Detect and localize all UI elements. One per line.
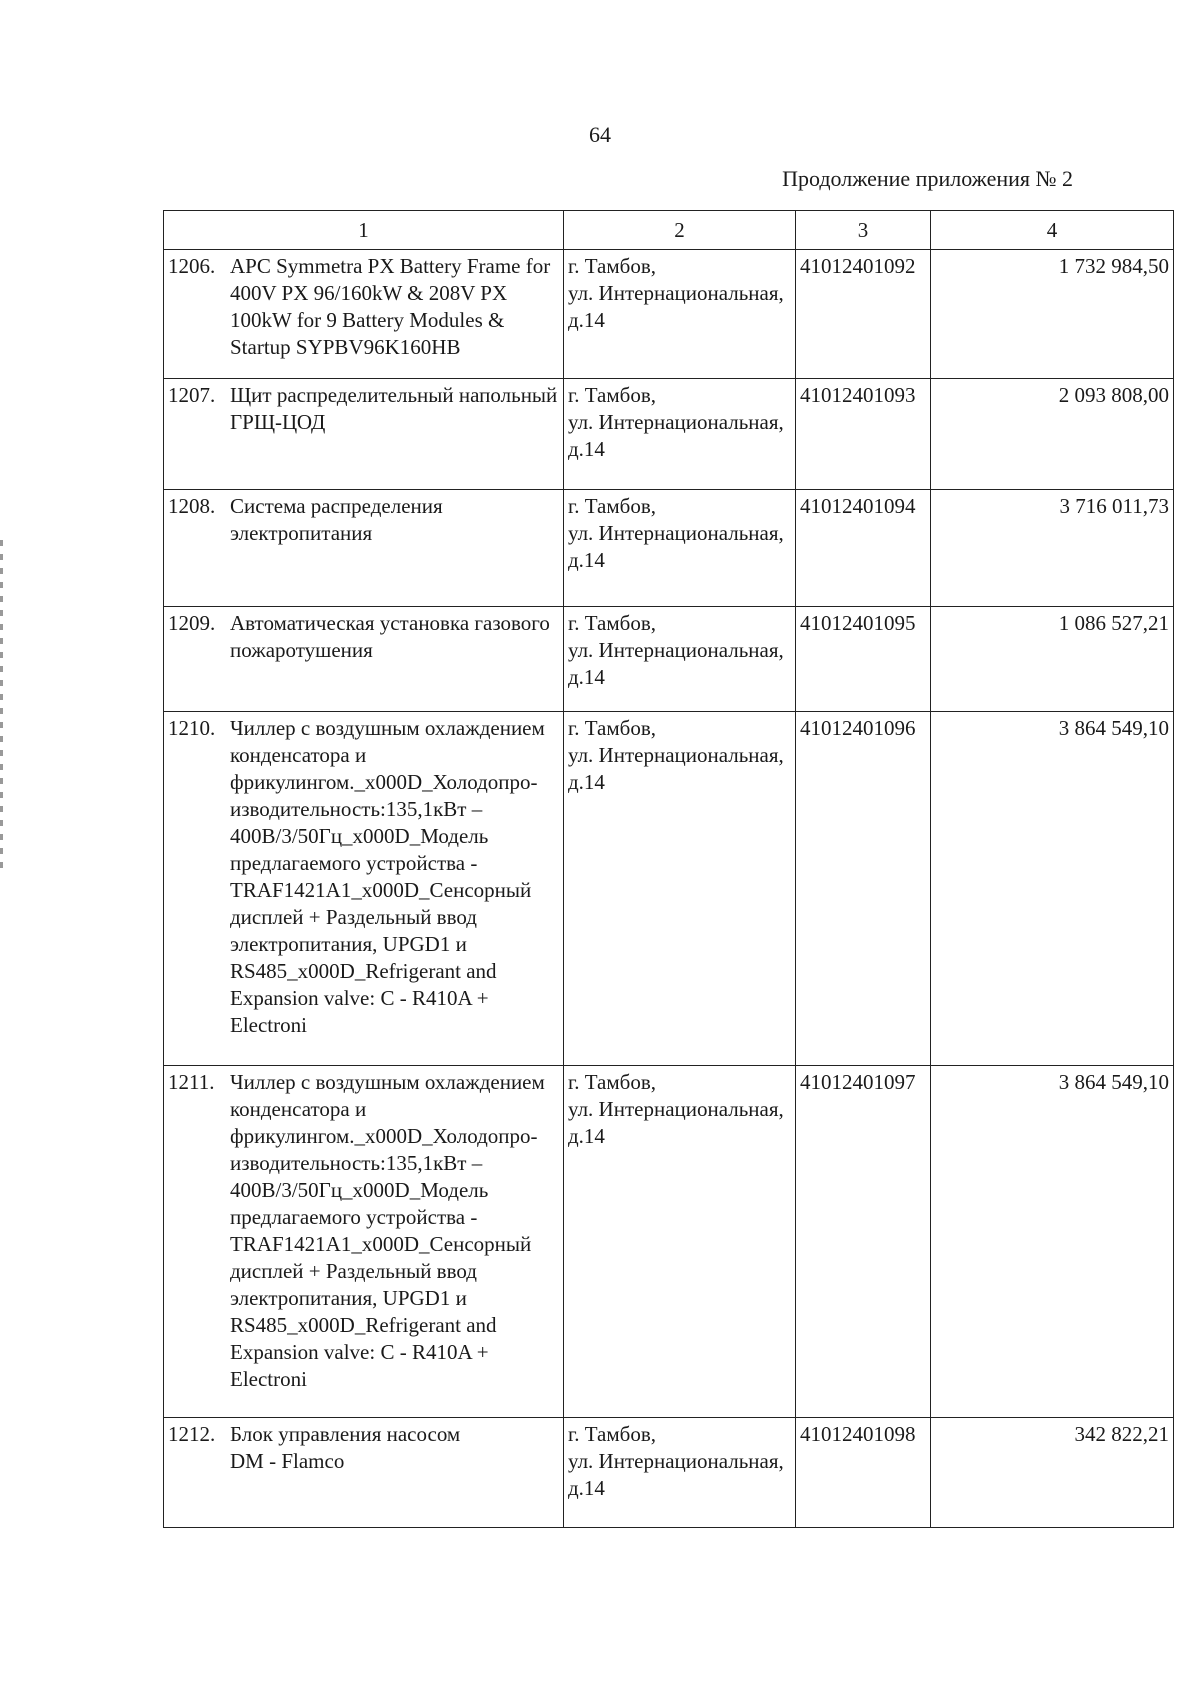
item-name-line: пожаротушения — [230, 638, 373, 662]
table-row — [164, 379, 1174, 490]
item-name-line: Щит распределительный напольный — [230, 383, 558, 407]
item-name-line: Startup SYPBV96K160HB — [230, 335, 461, 359]
item-address-cell — [564, 712, 796, 1066]
item-address-cell — [564, 1066, 796, 1418]
address-line: г. Тамбов, — [568, 1422, 657, 1446]
item-description-cell — [164, 1066, 564, 1418]
address-line: ул. Интернациональная, — [568, 281, 784, 305]
inventory-number: 41012401095 — [796, 607, 931, 712]
item-number: 1207. — [168, 383, 216, 407]
item-name-line: TRAF1421A1_x000D_Сенсорный — [230, 1232, 532, 1256]
inventory-number: 41012401096 — [796, 712, 931, 1066]
inventory-number: 41012401097 — [796, 1066, 931, 1418]
column-header-4: 4 — [931, 211, 1174, 250]
address-line: г. Тамбов, — [568, 716, 657, 740]
address-line: д.14 — [568, 1124, 605, 1148]
item-name — [230, 382, 557, 436]
address-line: д.14 — [568, 770, 605, 794]
book-value: 2 093 808,00 — [931, 379, 1174, 490]
address-line: г. Тамбов, — [568, 611, 657, 635]
item-address-cell — [564, 607, 796, 712]
column-header-1: 1 — [164, 211, 564, 250]
table-row — [164, 1066, 1174, 1418]
item-name-line: Electroni — [230, 1013, 307, 1037]
item-name-line: 400В/3/50Гц_x000D_Модель — [230, 824, 489, 848]
item-address-cell — [564, 490, 796, 607]
address-line: г. Тамбов, — [568, 383, 657, 407]
item-address-cell — [564, 250, 796, 379]
item-name-line: электропитания — [230, 521, 373, 545]
address-line: ул. Интернациональная, — [568, 743, 784, 767]
item-name-line: дисплей + Раздельный ввод — [230, 1259, 477, 1283]
item-name-line: фрикулингом._x000D_Холодопро- — [230, 770, 538, 794]
address-line: д.14 — [568, 548, 605, 572]
item-name — [230, 493, 557, 547]
item-name-line: изводительность:135,1кВт – — [230, 1151, 483, 1175]
address-line: г. Тамбов, — [568, 494, 657, 518]
item-name-line: 400В/3/50Гц_x000D_Модель — [230, 1178, 489, 1202]
item-address-cell — [564, 1418, 796, 1528]
book-value: 3 716 011,73 — [931, 490, 1174, 607]
item-number: 1211. — [168, 1070, 215, 1094]
item-name — [230, 253, 557, 361]
item-name-line: электропитания, UPGD1 и — [230, 1286, 467, 1310]
item-name-line: предлагаемого устройства - — [230, 851, 478, 875]
scan-edge-mark — [0, 540, 3, 870]
item-number: 1206. — [168, 254, 216, 278]
item-name — [230, 610, 557, 664]
item-name-line: Expansion valve: C - R410A + — [230, 1340, 489, 1364]
item-name-line: Expansion valve: C - R410A + — [230, 986, 489, 1010]
address-line: д.14 — [568, 437, 605, 461]
table-row — [164, 1418, 1174, 1528]
table-row — [164, 490, 1174, 607]
item-name-line: APC Symmetra PX Battery Frame for — [230, 254, 551, 278]
item-name-line: предлагаемого устройства - — [230, 1205, 478, 1229]
item-name-line: 400V PX 96/160kW & 208V PX — [230, 281, 508, 305]
book-value: 1 732 984,50 — [931, 250, 1174, 379]
item-name-line: 100kW for 9 Battery Modules & — [230, 308, 505, 332]
address-line: д.14 — [568, 665, 605, 689]
item-number: 1209. — [168, 611, 216, 635]
item-name-line: дисплей + Раздельный ввод — [230, 905, 477, 929]
book-value: 3 864 549,10 — [931, 1066, 1174, 1418]
item-name — [230, 715, 557, 1039]
address-line: д.14 — [568, 1476, 605, 1500]
column-header-3: 3 — [796, 211, 931, 250]
address-line: ул. Интернациональная, — [568, 410, 784, 434]
item-name-line: RS485_x000D_Refrigerant and — [230, 1313, 497, 1337]
address-line: ул. Интернациональная, — [568, 1449, 784, 1473]
continuation-heading: Продолжение приложения № 2 — [782, 166, 1073, 191]
address-line: г. Тамбов, — [568, 1070, 657, 1094]
inventory-number: 41012401092 — [796, 250, 931, 379]
item-number: 1210. — [168, 716, 216, 740]
page-number: 64 — [589, 122, 611, 147]
item-description-cell — [164, 1418, 564, 1528]
table-row — [164, 607, 1174, 712]
item-name-line: Electroni — [230, 1367, 307, 1391]
address-line: г. Тамбов, — [568, 254, 657, 278]
book-value: 1 086 527,21 — [931, 607, 1174, 712]
item-name-line: фрикулингом._x000D_Холодопро- — [230, 1124, 538, 1148]
item-address-cell — [564, 379, 796, 490]
book-value: 342 822,21 — [931, 1418, 1174, 1528]
address-line: ул. Интернациональная, — [568, 1097, 784, 1121]
item-name-line: конденсатора и — [230, 743, 367, 767]
item-description-cell — [164, 379, 564, 490]
item-name-line: Блок управления насосом — [230, 1422, 461, 1446]
item-name-line: Автоматическая установка газового — [230, 611, 550, 635]
item-name-line: Система распределения — [230, 494, 443, 518]
item-number: 1208. — [168, 494, 216, 518]
item-name-line: изводительность:135,1кВт – — [230, 797, 483, 821]
item-description-cell — [164, 607, 564, 712]
item-name-line: конденсатора и — [230, 1097, 367, 1121]
inventory-number: 41012401098 — [796, 1418, 931, 1528]
item-name-line: TRAF1421A1_x000D_Сенсорный — [230, 878, 532, 902]
inventory-number: 41012401094 — [796, 490, 931, 607]
table-row — [164, 250, 1174, 379]
item-name-line: Чиллер с воздушным охлаждением — [230, 1070, 545, 1094]
address-line: д.14 — [568, 308, 605, 332]
item-description-cell — [164, 250, 564, 379]
item-number: 1212. — [168, 1422, 216, 1446]
header-row — [164, 211, 1174, 250]
item-name-line: DM - Flamco — [230, 1449, 345, 1473]
table-row — [164, 712, 1174, 1066]
item-description-cell — [164, 712, 564, 1066]
item-name-line: RS485_x000D_Refrigerant and — [230, 959, 497, 983]
item-description-cell — [164, 490, 564, 607]
item-name-line: ГРЩ-ЦОД — [230, 410, 326, 434]
table-header — [164, 211, 1174, 250]
item-name — [230, 1421, 557, 1475]
item-name — [230, 1069, 557, 1393]
item-name-line: Чиллер с воздушным охлаждением — [230, 716, 545, 740]
table-body — [164, 250, 1174, 1528]
address-line: ул. Интернациональная, — [568, 638, 784, 662]
property-register-table — [163, 210, 1174, 1528]
inventory-number: 41012401093 — [796, 379, 931, 490]
column-header-2: 2 — [564, 211, 796, 250]
address-line: ул. Интернациональная, — [568, 521, 784, 545]
item-name-line: электропитания, UPGD1 и — [230, 932, 467, 956]
book-value: 3 864 549,10 — [931, 712, 1174, 1066]
